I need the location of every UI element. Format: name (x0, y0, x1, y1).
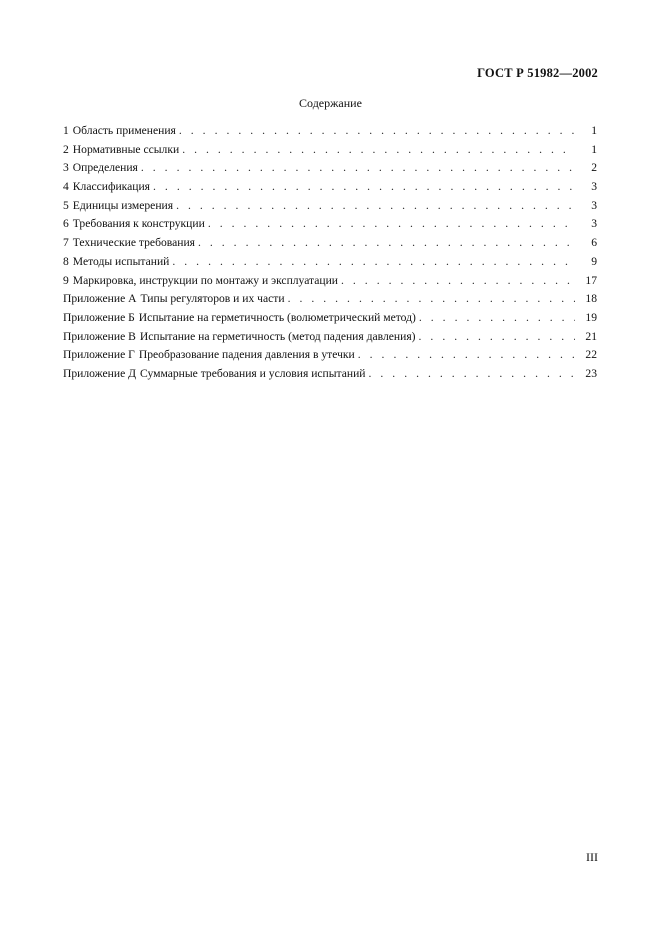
toc-entry[interactable] (63, 197, 597, 216)
toc-entry-page: 9 (591, 254, 597, 268)
toc-entry-text: Маркировка, инструкции по монтажу и эксплуатации (72, 273, 339, 287)
toc-entry-label (63, 197, 173, 216)
toc-leader-dots (150, 178, 575, 197)
toc-entry-text: Испытание на герметичность (метод падения давления) (139, 329, 416, 343)
toc-entry-page: 23 (585, 366, 597, 380)
toc-leader-dots (205, 215, 575, 234)
toc-entry-text: Преобразование падения давления в утечки (138, 348, 355, 362)
toc-entry-page: 17 (585, 273, 597, 287)
toc-leader-dots (366, 365, 575, 384)
toc-leader-dots (179, 141, 575, 160)
toc-entry[interactable] (63, 159, 597, 178)
toc-entry-number: 8 (63, 254, 69, 268)
toc-entry-page: 21 (585, 329, 597, 343)
toc-entry-text: Определения (72, 161, 138, 175)
toc-entry[interactable] (63, 365, 597, 384)
toc-entry-text: Нормативные ссылки (72, 142, 180, 156)
toc-leader-dots (169, 253, 575, 272)
toc-entry-label (63, 365, 366, 384)
toc-entry-text: Классификация (72, 180, 151, 194)
toc-entry-label (63, 141, 179, 160)
toc-leader-dots (195, 234, 575, 253)
toc-leader-dots (416, 309, 575, 328)
toc-entry-page: 3 (591, 217, 597, 231)
toc-entry[interactable] (63, 122, 597, 141)
toc-entry-text: Суммарные требования и условия испытаний (140, 366, 366, 380)
toc-title: Содержание (299, 96, 362, 110)
toc-entry-number: Приложение Б (63, 310, 135, 324)
toc-entry-label (63, 122, 176, 141)
toc-entry-text: Единицы измерения (72, 198, 174, 212)
toc-entry-number: Приложение В (63, 329, 136, 343)
toc-entry-label (63, 178, 150, 197)
toc-entry[interactable] (63, 215, 597, 234)
toc-entry-page: 2 (591, 161, 597, 175)
toc-entry-text: Типы регуляторов и их части (140, 292, 285, 306)
toc-leader-dots (176, 122, 575, 141)
toc-entry[interactable] (63, 178, 597, 197)
toc-entry[interactable] (63, 272, 597, 291)
toc-entry-number: 2 (63, 142, 69, 156)
toc-entry-label (63, 328, 416, 347)
toc-entry-number: 5 (63, 198, 69, 212)
toc-leader-dots (355, 346, 575, 365)
toc-entry-number: Приложение А (63, 292, 137, 306)
toc-leader-dots (138, 159, 575, 178)
toc-entry-page: 3 (591, 198, 597, 212)
toc-entry-number: 1 (63, 124, 69, 137)
toc-entry-label (63, 346, 355, 365)
toc-entry[interactable] (63, 328, 597, 347)
toc-leader-dots (416, 328, 575, 347)
toc-entry-label (63, 234, 195, 253)
toc-entry[interactable] (63, 309, 597, 328)
toc-entry-text: Требования к конструкции (72, 217, 205, 231)
page-number: III (586, 850, 598, 864)
toc-entry-number: 3 (63, 161, 69, 175)
toc-leader-dots (285, 290, 575, 309)
toc-entry-label (63, 159, 138, 178)
toc-entry-page: 6 (591, 236, 597, 250)
toc-entry[interactable] (63, 290, 597, 309)
toc-entry-label (63, 215, 205, 234)
toc-entry[interactable] (63, 141, 597, 160)
table-of-contents (63, 122, 597, 384)
toc-entry-text: Область применения (72, 124, 176, 137)
toc-entry-page: 1 (591, 124, 597, 137)
toc-entry-page: 19 (585, 310, 597, 324)
toc-entry-text: Технические требования (72, 236, 195, 250)
toc-leader-dots (173, 197, 575, 216)
toc-entry-label (63, 309, 416, 328)
toc-entry-number: 7 (63, 236, 69, 250)
document-code: ГОСТ Р 51982—2002 (477, 66, 598, 80)
toc-entry-page: 1 (591, 142, 597, 156)
toc-entry-text: Испытание на герметичность (волюметрический метод) (138, 310, 416, 324)
toc-entry-number: 6 (63, 217, 69, 231)
toc-entry-page: 22 (585, 348, 597, 362)
toc-entry-number: Приложение Д (63, 366, 137, 380)
toc-entry-label (63, 272, 338, 291)
toc-entry-page: 18 (585, 292, 597, 306)
toc-entry[interactable] (63, 346, 597, 365)
toc-entry[interactable] (63, 253, 597, 272)
toc-entry-number: 4 (63, 180, 69, 194)
toc-entry-number: Приложение Г (63, 348, 135, 362)
toc-entry[interactable] (63, 234, 597, 253)
toc-entry-text: Методы испытаний (72, 254, 170, 268)
toc-entry-label (63, 290, 285, 309)
toc-leader-dots (338, 272, 575, 291)
toc-entry-number: 9 (63, 273, 69, 287)
toc-entry-page: 3 (591, 180, 597, 194)
toc-entry-label (63, 253, 169, 272)
